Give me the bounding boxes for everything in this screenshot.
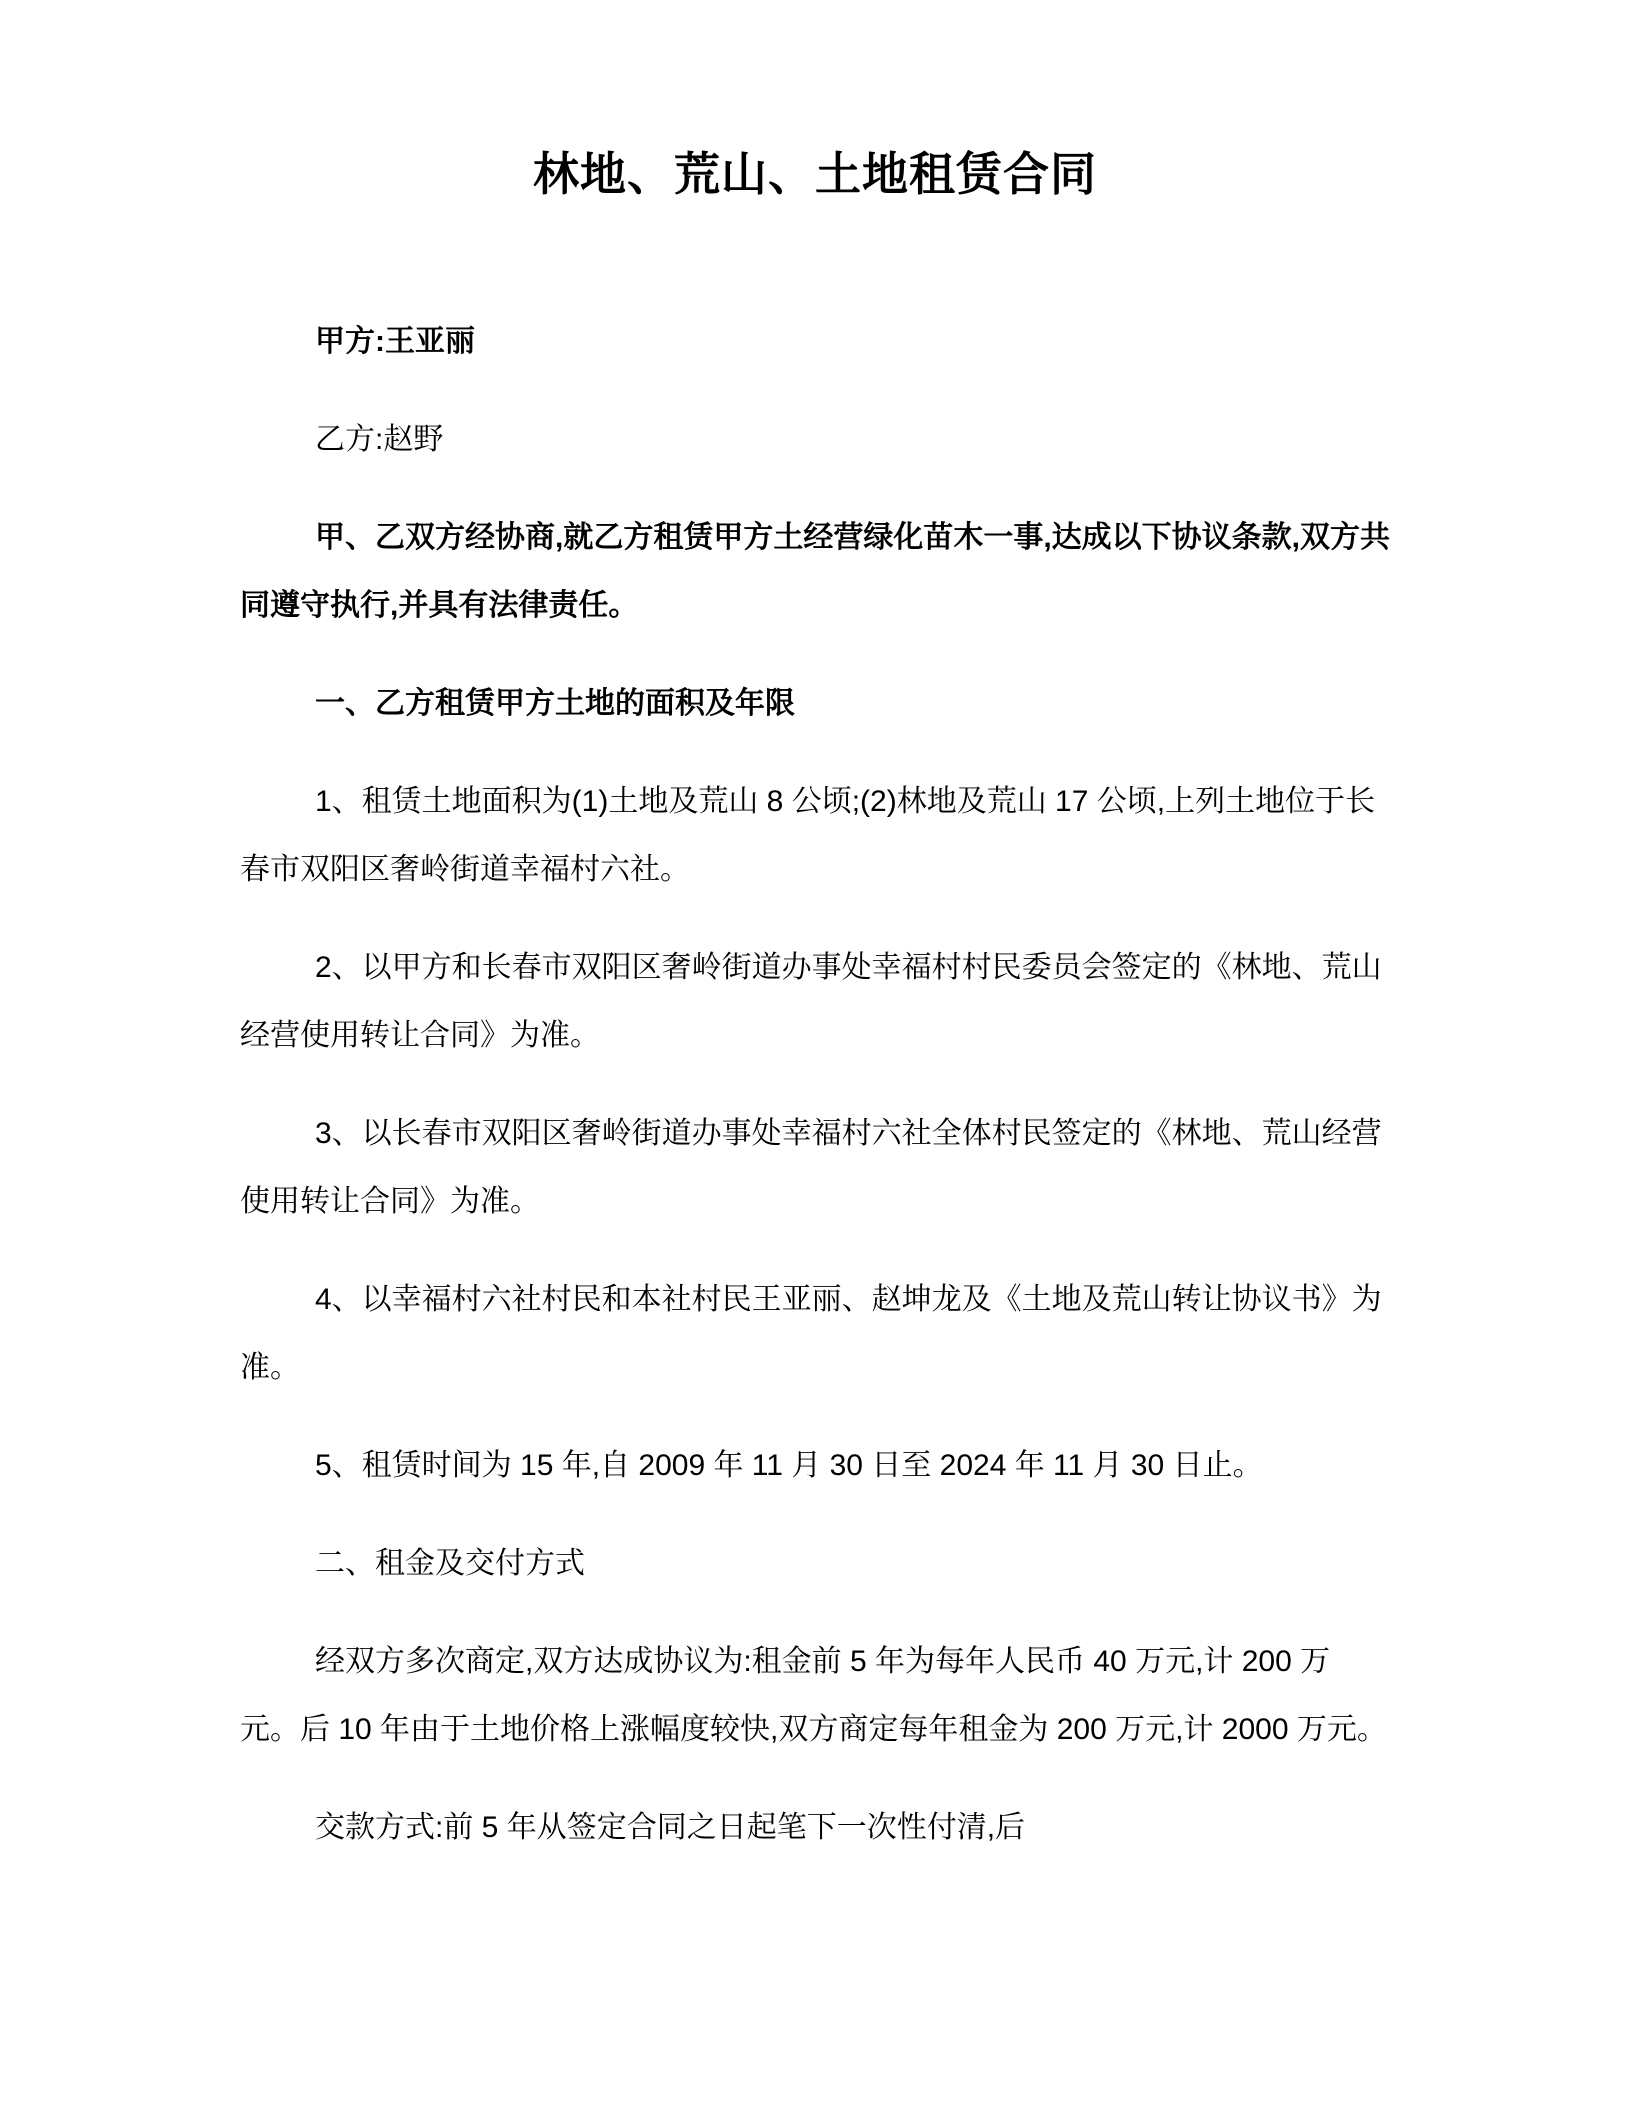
clause-1-2: 2、以甲方和长春市双阳区奢岭街道办事处幸福村村民委员会签定的《林地、荒山经营使用转让合同》为准。 [240,951,1382,1052]
party-a-line: 甲方:王亚丽 [315,325,475,358]
rent-agreement-paragraph: 经双方多次商定,双方达成协议为:租金前 5 年为每年人民币 40 万元,计 200 万元。后 10 年由于土地价格上涨幅度较快,双方商定每年租金为 200 万元,计 2000 万元。 [240,1645,1387,1746]
clause-1-3: 3、以长春市双阳区奢岭街道办事处幸福村六社全体村民签定的《林地、荒山经营使用转让合同》为准。 [240,1117,1382,1218]
section-2-heading: 二、租金及交付方式 [315,1547,585,1580]
preamble-paragraph: 甲、乙双方经协商,就乙方租赁甲方土经营绿化苗木一事,达成以下协议条款,双方共同遵守执行,并具有法律责任。 [240,521,1391,622]
clause-1-5: 5、租赁时间为 15 年,自 2009 年 11 月 30 日至 2024 年 11 月 30 日止。 [315,1449,1263,1482]
party-b-line: 乙方:赵野 [315,423,444,456]
section-1-heading: 一、乙方租赁甲方土地的面积及年限 [315,687,795,720]
clause-1-4: 4、以幸福村六社村民和本社村民王亚丽、赵坤龙及《土地及荒山转让协议书》为准。 [240,1283,1382,1384]
payment-method-paragraph: 交款方式:前 5 年从签定合同之日起笔下一次性付清,后 [315,1811,1026,1844]
document-title: 林地、荒山、土地租赁合同 [533,148,1097,200]
clause-1-1: 1、租赁土地面积为(1)土地及荒山 8 公顷;(2)林地及荒山 17 公顷,上列土地位于长春市双阳区奢岭街道幸福村六社。 [240,785,1376,886]
